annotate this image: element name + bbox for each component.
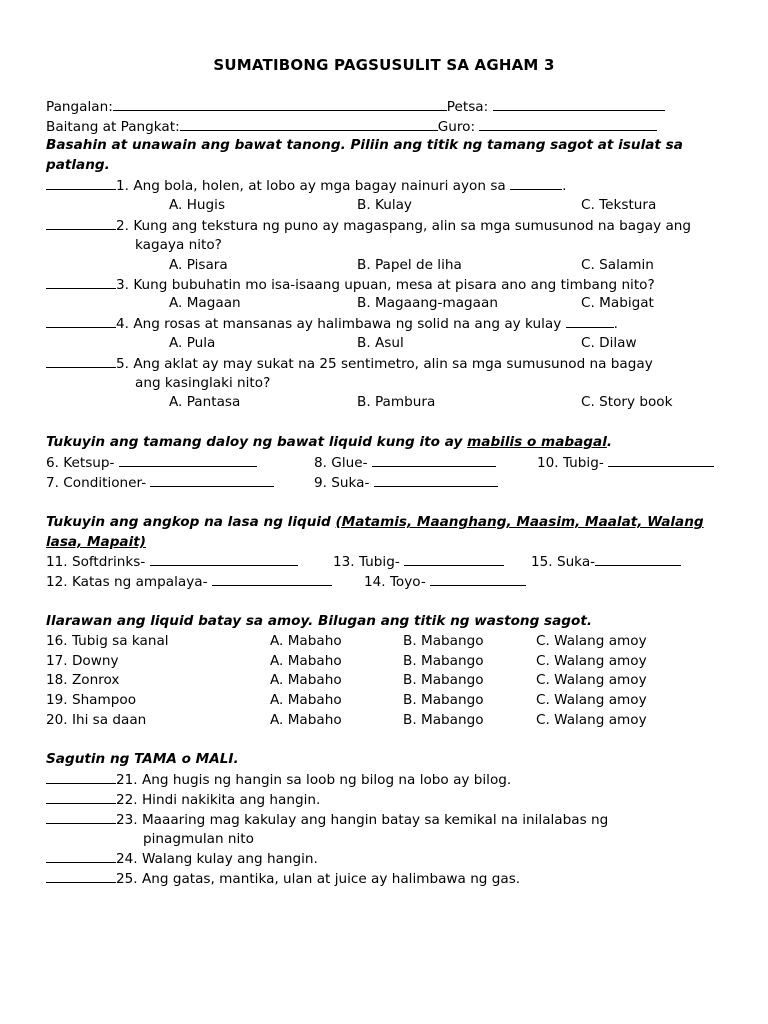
choice-c[interactable]: C. Dilaw	[581, 335, 637, 351]
choice-b[interactable]: B. Mabango	[403, 712, 484, 728]
tf-blank-23[interactable]	[46, 810, 116, 824]
tf-blank-24[interactable]	[46, 849, 116, 863]
tf-text: Hindi nakikita ang hangin.	[141, 792, 321, 808]
answer-blank-1[interactable]	[46, 176, 116, 190]
choice-c[interactable]: C. Walang amoy	[536, 653, 647, 669]
choice-a[interactable]: A. Mabaho	[270, 653, 342, 669]
tf-item-21: 21. Ang hugis ng hangin sa loob ng bilog na lobo ay bilog.	[46, 770, 511, 789]
question-text: Ang bola, holen, at lobo ay mga bagay nainuri ayon sa	[133, 178, 506, 194]
part1-instruction-b: Piliin ang titik ng tamang sagot at isulat sa	[350, 137, 683, 153]
flow-blank-10[interactable]	[608, 453, 714, 467]
smell-item: 19. Shampoo	[46, 692, 137, 708]
tf-text: Ang hugis ng hangin sa loob ng bilog na lobo ay bilog.	[141, 772, 512, 788]
choices-4	[0, 334, 768, 353]
smell-row-18	[0, 671, 768, 690]
smell-item: 18. Zonrox	[46, 672, 120, 688]
part2-instruction-text: Tukuyin ang tamang daloy ng bawat liquid kung ito ay	[46, 434, 463, 450]
tf-item-22: 22. Hindi nakikita ang hangin.	[46, 790, 320, 809]
flow-item-7: 7. Conditioner-	[46, 473, 274, 493]
pangalan-label: Pangalan:	[46, 99, 113, 115]
choice-a[interactable]: A. Mabaho	[270, 633, 342, 649]
choice-a[interactable]: A. Hugis	[169, 197, 226, 213]
taste-row-2	[0, 572, 768, 591]
question-number: 1.	[116, 178, 129, 194]
choices-1	[0, 196, 768, 215]
answer-blank-2[interactable]	[46, 216, 116, 230]
question-4: 4. Ang rosas at mansanas ay halimbawa ng solid na ang ay kulay .	[46, 314, 618, 333]
taste-blank-14[interactable]	[430, 572, 526, 586]
taste-row-1	[0, 552, 768, 571]
taste-blank-11[interactable]	[150, 552, 298, 566]
question-text: Ang rosas at mansanas ay halimbawa ng solid na ang ay kulay	[133, 316, 562, 332]
choice-b[interactable]: B. Papel de liha	[357, 257, 462, 273]
tf-text: Walang kulay ang hangin.	[141, 851, 318, 867]
smell-row-17	[0, 652, 768, 671]
question-text-cont: ang kasinglaki nito?	[135, 375, 271, 391]
question-2	[46, 216, 691, 235]
question-3	[46, 275, 655, 294]
taste-blank-13[interactable]	[404, 552, 504, 566]
choices-3	[0, 294, 768, 313]
smell-row-16	[0, 632, 768, 651]
guro-label: Guro:	[437, 119, 476, 135]
smell-row-20	[0, 711, 768, 730]
tf-item-23: 23. Maaaring mag kakulay ang hangin batay sa kemikal na inilalabas ng	[46, 810, 608, 829]
petsa-label: Petsa:	[446, 99, 489, 115]
name-blank[interactable]	[113, 97, 447, 111]
tf-text: Maaaring mag kakulay ang hangin batay sa kemikal na inilalabas ng	[141, 812, 609, 828]
tf-blank-21[interactable]	[46, 770, 116, 784]
tf-text-cont: pinagmulan nito	[143, 831, 254, 847]
grade-row	[46, 117, 657, 136]
question-number: 4.	[116, 316, 129, 332]
flow-blank-8[interactable]	[372, 453, 496, 467]
question-text: Ang aklat ay may sukat na 25 sentimetro, alin sa mga sumusunod na bagay	[133, 356, 653, 372]
part2-instruction: Tukuyin ang tamang daloy ng bawat liquid kung ito ay mabilis o mabagal.	[46, 434, 613, 450]
taste-item-12: 12. Katas ng ampalaya-	[46, 572, 332, 592]
tf-item-25: 25. Ang gatas, mantika, ulan at juice ay halimbawa ng gas.	[46, 869, 520, 888]
part3-instruction-cont	[46, 533, 146, 552]
question-number: 3.	[116, 277, 129, 293]
flow-blank-6[interactable]	[119, 453, 257, 467]
flow-blank-9[interactable]	[374, 473, 498, 487]
part1-instruction-cont: patlang.	[46, 157, 110, 173]
choice-a[interactable]: A. Pula	[169, 335, 216, 351]
smell-item: 16. Tubig sa kanal	[46, 633, 169, 649]
part2-instruction-underlined: mabilis o mabagal	[467, 434, 607, 450]
choice-a[interactable]: A. Mabaho	[270, 712, 342, 728]
question-text: Kung ang tekstura ng puno ay magaspang, alin sa mga sumusunod na bagay ang	[133, 218, 692, 234]
flow-blank-7[interactable]	[150, 473, 274, 487]
taste-blank-12[interactable]	[212, 572, 332, 586]
taste-item-13: 13. Tubig-	[333, 552, 504, 572]
choice-c[interactable]: C. Walang amoy	[536, 712, 647, 728]
grade-blank[interactable]	[180, 117, 438, 131]
part3-instruction	[46, 513, 704, 532]
smell-row-19	[0, 691, 768, 710]
question-text: Kung bubuhatin mo isa-isaang upuan, mesa at pisara ano ang timbang nito?	[133, 277, 655, 293]
choice-c[interactable]: C. Walang amoy	[536, 672, 647, 688]
page-title: SUMATIBONG PAGSUSULIT SA AGHAM 3	[213, 56, 555, 74]
choice-c[interactable]: C. Walang amoy	[536, 692, 647, 708]
baitang-label: Baitang at Pangkat:	[46, 119, 180, 135]
flow-item-10: 10. Tubig-	[537, 453, 714, 473]
part4-instruction: Ilarawan ang liquid batay sa amoy. Bilugan ang titik ng wastong sagot.	[46, 613, 593, 629]
choices-5	[0, 393, 768, 412]
choice-a[interactable]: A. Pisara	[169, 257, 228, 273]
choice-a[interactable]: A. Mabaho	[270, 692, 342, 708]
part3-instruction-underlined-2: lasa, Mapait)	[46, 534, 146, 550]
smell-item: 20. Ihi sa daan	[46, 712, 147, 728]
part5-instruction-text: Sagutin ng TAMA o MALI	[46, 751, 234, 767]
choice-c[interactable]: C. Story book	[581, 394, 673, 410]
choice-b[interactable]: B. Mabango	[403, 692, 484, 708]
choice-b[interactable]: B. Mabango	[403, 653, 484, 669]
date-blank[interactable]	[493, 97, 665, 111]
taste-item-14: 14. Toyo-	[364, 572, 526, 592]
part5-instruction: Sagutin ng TAMA o MALI.	[46, 751, 239, 767]
question-text-cont: kagaya nito?	[135, 237, 222, 253]
choice-a[interactable]: A. Magaan	[169, 295, 241, 311]
flow-item-8: 8. Glue-	[314, 453, 496, 473]
part3-instruction-underlined: (Matamis, Maanghang, Maasim, Maalat, Walang	[335, 514, 704, 530]
question-number: 2.	[116, 218, 129, 234]
choice-b[interactable]: B. Mabango	[403, 633, 484, 649]
taste-item-11: 11. Softdrinks-	[46, 552, 298, 572]
part1-instruction: Basahin at unawain ang bawat tanong. Piliin ang titik ng tamang sagot at isulat sa	[46, 137, 683, 153]
taste-item-15: 15. Suka-	[531, 552, 681, 572]
choice-c[interactable]: C. Mabigat	[581, 295, 654, 311]
fill-blank-1[interactable]	[510, 176, 562, 190]
smell-item: 17. Downy	[46, 653, 119, 669]
choice-c[interactable]: C. Salamin	[581, 257, 654, 273]
answer-blank-5[interactable]	[46, 354, 116, 368]
taste-blank-15[interactable]	[595, 552, 681, 566]
part4-instruction-a: Ilarawan ang liquid batay sa amoy	[46, 613, 309, 629]
tf-text: Ang gatas, mantika, ulan at juice ay halimbawa ng gas.	[141, 871, 521, 887]
tf-blank-25[interactable]	[46, 869, 116, 883]
tf-item-24: 24. Walang kulay ang hangin.	[46, 849, 318, 868]
question-5	[46, 354, 653, 373]
choice-a[interactable]: A. Pantasa	[169, 394, 241, 410]
flow-row-1	[0, 453, 768, 472]
answer-blank-3[interactable]	[46, 275, 116, 289]
choices-2	[0, 256, 768, 275]
flow-item-9: 9. Suka-	[314, 473, 498, 493]
choice-c[interactable]: C. Walang amoy	[536, 633, 647, 649]
part3-instruction-text: Tukuyin ang angkop na lasa ng liquid	[46, 514, 331, 530]
choice-b[interactable]: B. Mabango	[403, 672, 484, 688]
question-1: 1. Ang bola, holen, at lobo ay mga bagay nainuri ayon sa .	[46, 176, 566, 195]
part1-instruction-c: patlang	[46, 157, 105, 173]
choice-b[interactable]: B. Pambura	[357, 394, 436, 410]
name-row	[46, 97, 665, 116]
choice-b[interactable]: B. Asul	[357, 335, 404, 351]
answer-blank-4[interactable]	[46, 314, 116, 328]
tf-blank-22[interactable]	[46, 790, 116, 804]
choice-c[interactable]: C. Tekstura	[581, 197, 657, 213]
part4-instruction-b: Bilugan ang titik ng wastong sagot	[318, 613, 587, 629]
flow-row-2	[0, 473, 768, 492]
choice-b[interactable]: B. Kulay	[357, 197, 412, 213]
teacher-blank[interactable]	[479, 117, 657, 131]
flow-item-6: 6. Ketsup-	[46, 453, 257, 473]
question-number: 5.	[116, 356, 129, 372]
part1-instruction-a: Basahin at unawain ang bawat tanong	[46, 137, 341, 153]
fill-blank-4[interactable]	[566, 314, 614, 328]
choice-a[interactable]: A. Mabaho	[270, 672, 342, 688]
choice-b[interactable]: B. Magaang-magaan	[357, 295, 498, 311]
